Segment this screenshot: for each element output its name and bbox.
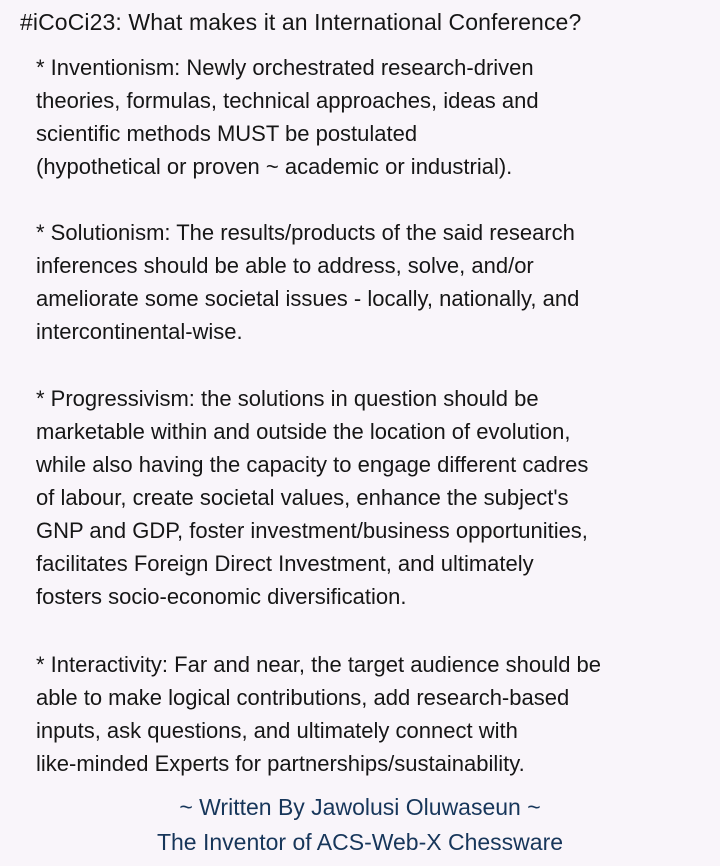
paragraph-line: theories, formulas, technical approaches, ideas and bbox=[36, 88, 539, 113]
paragraph-line: * Interactivity: Far and near, the target audience should be bbox=[36, 652, 602, 677]
paragraph-line: GNP and GDP, foster investment/business opportunities, bbox=[36, 518, 588, 543]
paragraph-line: inputs, ask questions, and ultimately connect with bbox=[36, 718, 518, 743]
paragraph-line: scientific methods MUST be postulated bbox=[36, 121, 418, 146]
paragraph-line: able to make logical contributions, add research-based bbox=[36, 685, 570, 710]
page-title: #iCoCi23: What makes it an International Conference? bbox=[20, 9, 582, 35]
paragraph-line: ameliorate some societal issues - locally, nationally, and bbox=[36, 286, 580, 311]
paragraph-line: * Solutionism: The results/products of the said research bbox=[36, 220, 575, 245]
paragraph-line: * Progressivism: the solutions in question should be bbox=[36, 386, 539, 411]
paragraph-interactivity bbox=[36, 648, 601, 780]
author-credit: ~ Written By Jawolusi Oluwaseun ~ bbox=[179, 794, 541, 820]
paragraph-inventionism bbox=[36, 51, 539, 183]
paragraph-line: marketable within and outside the location of evolution, bbox=[36, 419, 571, 444]
author-role: The Inventor of ACS-Web-X Chessware bbox=[156, 829, 564, 855]
paragraph-line: while also having the capacity to engage different cadres bbox=[36, 452, 589, 477]
paragraph-line: inferences should be able to address, solve, and/or bbox=[36, 253, 534, 278]
paragraph-line: intercontinental-wise. bbox=[36, 319, 243, 344]
paragraph-line: fosters socio-economic diversification. bbox=[36, 584, 407, 609]
paragraph-line: like-minded Experts for partnerships/sustainability. bbox=[36, 751, 525, 776]
paragraph-line: facilitates Foreign Direct Investment, and ultimately bbox=[36, 551, 534, 576]
paragraph-solutionism bbox=[36, 216, 579, 348]
paragraph-progressivism bbox=[36, 382, 588, 613]
paragraph-line: * Inventionism: Newly orchestrated research-driven bbox=[36, 55, 534, 80]
paragraph-line: (hypothetical or proven ~ academic or industrial). bbox=[36, 154, 513, 179]
paragraph-line: of labour, create societal values, enhance the subject's bbox=[36, 485, 569, 510]
